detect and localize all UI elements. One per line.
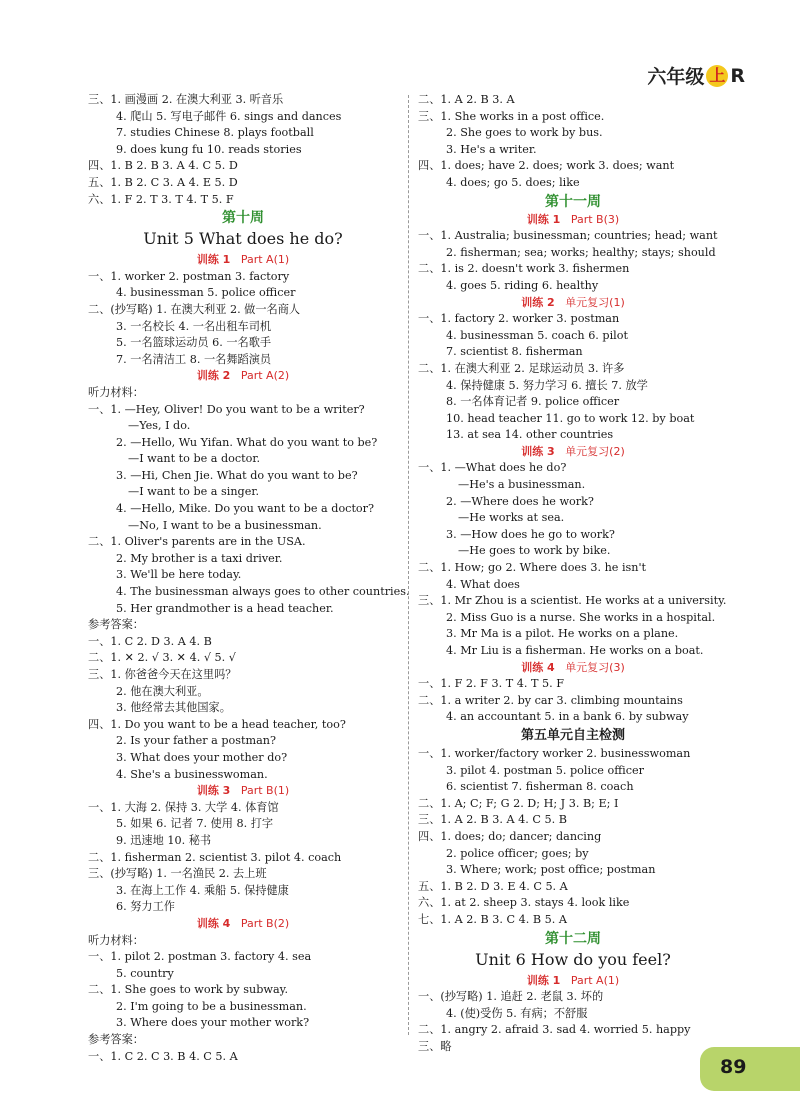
training-heading <box>88 916 398 933</box>
answer-line: 7. scientist 8. fisherman <box>446 345 583 359</box>
answer-line: 2. police officer; goes; by <box>446 846 589 860</box>
training-part: Part A(2) <box>240 369 290 383</box>
left-column <box>88 92 410 1065</box>
answer-line: 6. scientist 7. fisherman 8. coach <box>446 780 634 794</box>
answer-line: 4. businessman 5. police officer <box>116 286 296 300</box>
answer-line: 六、1. F 2. T 3. T 4. T 5. F <box>88 192 234 206</box>
answer-line: 4. She's a businesswoman. <box>116 767 268 781</box>
training-label: 训练 2 <box>196 369 231 383</box>
training-heading <box>418 973 728 990</box>
answer-line: 二、1. Oliver's parents are in the USA. <box>88 535 306 549</box>
answer-line: 五、1. B 2. C 3. A 4. E 5. D <box>88 175 238 189</box>
answer-line: 4. —Hello, Mike. Do you want to be a doctor? <box>116 502 375 516</box>
answer-line: 8. 一名体育记者 9. police officer <box>446 395 620 409</box>
unit-title: Unit 6 How do you feel? <box>475 949 671 969</box>
answer-line: 4. (使)受伤 5. 有病；不舒服 <box>446 1006 588 1020</box>
answer-line: 一、1. —Hey, Oliver! Do you want to be a writer? <box>88 402 365 416</box>
answer-line: 一、1. worker/factory worker 2. businesswoman <box>418 746 691 760</box>
self-test-title: 第五单元自主检测 <box>520 727 625 743</box>
column-divider <box>408 95 409 1035</box>
answer-line: 2. —Hello, Wu Yifan. What do you want to be? <box>116 435 378 449</box>
answer-line: 4. goes 5. riding 6. healthy <box>446 278 599 292</box>
answer-line: 2. 他在澳大利亚。 <box>116 684 209 698</box>
answer-line: 一、1. C 2. D 3. A 4. B <box>88 634 212 648</box>
training-heading <box>418 295 728 312</box>
page-number: 89 <box>720 1056 747 1078</box>
answer-line: 9. 迅速地 10. 秘书 <box>116 833 212 847</box>
training-part: Part B(3) <box>570 212 620 226</box>
page-number-tab <box>700 1047 800 1091</box>
answer-line: —He's a businessman. <box>458 478 586 492</box>
answer-line: 7. 一名清洁工 8. 一名舞蹈演员 <box>116 352 272 366</box>
training-label: 训练 2 <box>521 295 555 309</box>
training-label: 训练 1 <box>526 973 561 987</box>
training-part: Part A(1) <box>570 973 620 987</box>
section-label: 听力材料： <box>88 385 144 399</box>
training-part: Part B(2) <box>240 916 290 930</box>
answer-line: 二、1. A 2. B 3. A <box>418 93 515 106</box>
answer-line: 2. Is your father a postman? <box>116 734 276 748</box>
answer-line: 三、略 <box>418 1039 452 1053</box>
answer-line: 7. studies Chinese 8. plays football <box>116 126 314 140</box>
answer-line: 2. fisherman; sea; works; healthy; stays; should <box>446 245 716 259</box>
answer-line: 9. does kung fu 10. reads stories <box>116 142 302 156</box>
answer-line: 3. Mr Ma is a pilot. He works on a plane. <box>446 627 679 641</box>
answer-line: 四、1. Do you want to be a head teacher, too? <box>88 717 346 731</box>
answer-line: 一、1. F 2. F 3. T 4. T 5. F <box>418 677 564 691</box>
training-label: 训练 1 <box>196 253 231 267</box>
grade-label: 六年级 <box>647 66 705 88</box>
answer-line: 七、1. A 2. B 3. C 4. B 5. A <box>418 912 567 926</box>
answer-line: 5. 如果 6. 记者 7. 使用 8. 打字 <box>116 817 274 831</box>
training-label: 训练 3 <box>521 444 555 458</box>
answer-line: 三、1. 画漫画 2. 在澳大利亚 3. 听音乐 <box>88 93 284 106</box>
training-part: 单元复习(1) <box>565 295 625 309</box>
answer-line: 三、1. Mr Zhou is a scientist. He works at a university. <box>418 594 727 608</box>
answer-line: 一、1. C 2. C 3. B 4. C 5. A <box>88 1049 238 1063</box>
training-part: 单元复习(2) <box>565 444 625 458</box>
answer-line: 4. businessman 5. coach 6. pilot <box>446 328 628 342</box>
answer-line: 一、1. pilot 2. postman 3. factory 4. sea <box>88 950 312 964</box>
answer-line: 3. 在海上工作 4. 乘船 5. 保持健康 <box>116 883 289 897</box>
answer-line: 3. —How does he go to work? <box>446 527 615 541</box>
answer-line: 三、(抄写略) 1. 一名渔民 2. 去上班 <box>88 867 267 881</box>
answer-line: 2. I'm going to be a businessman. <box>116 999 307 1013</box>
answer-line: 一、1. 大海 2. 保持 3. 大学 4. 体育馆 <box>88 800 279 814</box>
answer-line: 3. Where; work; post office; postman <box>446 863 656 877</box>
answer-line: 3. We'll be here today. <box>116 568 242 582</box>
answer-line: —I want to be a singer. <box>128 485 259 499</box>
answer-line: 二、1. fisherman 2. scientist 3. pilot 4. coach <box>88 850 342 864</box>
week-title: 第十二周 <box>545 930 601 947</box>
answer-line: 2. She goes to work by bus. <box>446 126 603 140</box>
answer-line: 2. Miss Guo is a nurse. She works in a hospital. <box>446 610 716 624</box>
answer-line: 3. pilot 4. postman 5. police officer <box>446 763 644 777</box>
answer-line: 6. 努力工作 <box>116 900 175 914</box>
answer-line: 10. head teacher 11. go to work 12. by boat <box>446 411 695 425</box>
answer-line: 3. —Hi, Chen Jie. What do you want to be? <box>116 468 358 482</box>
answer-line: 3. 一名校长 4. 一名出租车司机 <box>116 319 272 333</box>
answer-line: 四、1. B 2. B 3. A 4. C 5. D <box>88 159 238 173</box>
training-label: 训练 4 <box>196 916 231 930</box>
answer-line: 4. 保持健康 5. 努力学习 6. 擅长 7. 放学 <box>446 378 648 392</box>
training-heading <box>418 444 728 461</box>
answer-line: 4. does; go 5. does; like <box>446 175 580 189</box>
unit-title: Unit 5 What does he do? <box>143 229 343 249</box>
answer-line: 二、1. is 2. doesn't work 3. fishermen <box>418 262 630 276</box>
answer-line: 二、1. 在澳大利亚 2. 足球运动员 3. 许多 <box>418 361 625 375</box>
training-label: 训练 3 <box>196 784 231 798</box>
answer-line: 五、1. B 2. D 3. E 4. C 5. A <box>418 879 568 893</box>
training-part: Part B(1) <box>240 784 290 798</box>
answer-line: 四、1. does; do; dancer; dancing <box>418 829 602 843</box>
training-part: Part A(1) <box>240 253 290 267</box>
answer-line: 一、1. worker 2. postman 3. factory <box>88 269 290 283</box>
training-heading <box>418 660 728 677</box>
answer-line: 3. 他经常去其他国家。 <box>116 701 231 715</box>
answer-line: 2. —Where does he work? <box>446 494 594 508</box>
answer-line: 3. He's a writer. <box>446 142 537 156</box>
section-label: 参考答案： <box>88 1033 144 1047</box>
term-badge: 上 <box>706 65 728 87</box>
week-title: 第十周 <box>222 210 264 227</box>
answer-line: 一、1. Australia; businessman; countries; head; want <box>418 229 718 243</box>
page-header <box>647 62 745 89</box>
training-part: 单元复习(3) <box>565 660 625 674</box>
answer-line: 4. 爬山 5. 写电子邮件 6. sings and dances <box>116 109 342 123</box>
answer-line: 三、1. 你爸爸今天在这里吗？ <box>88 668 237 681</box>
training-label: 训练 1 <box>526 212 561 226</box>
section-label: 参考答案： <box>88 618 144 632</box>
section-label: 听力材料： <box>88 933 144 947</box>
training-heading <box>418 212 728 229</box>
answer-line: 3. Where does your mother work? <box>116 1016 310 1030</box>
answer-line: —I want to be a doctor. <box>128 452 261 466</box>
answer-line: 二、1. A; C; F; G 2. D; H; J 3. B; E; I <box>418 796 619 810</box>
answer-line: 5. 一名篮球运动员 6. 一名歌手 <box>116 336 272 350</box>
answer-line: 二、1. How; go 2. Where does 3. he isn't <box>418 561 647 575</box>
answer-line: 二、(抄写略) 1. 在澳大利亚 2. 做一名商人 <box>88 302 301 316</box>
answer-line: 二、1. ✕ 2. √ 3. ✕ 4. √ 5. √ <box>88 651 236 665</box>
answer-line: 5. Her grandmother is a head teacher. <box>116 601 334 615</box>
answer-line: 二、1. a writer 2. by car 3. climbing mountains <box>418 693 683 707</box>
answer-line: 一、(抄写略) 1. 追赶 2. 老鼠 3. 坏的 <box>418 990 604 1004</box>
answer-line: 3. What does your mother do? <box>116 750 288 764</box>
right-column <box>418 92 728 1055</box>
answer-line: —He goes to work by bike. <box>458 544 611 558</box>
answer-line: 2. My brother is a taxi driver. <box>116 551 283 565</box>
answer-line: 4. an accountant 5. in a bank 6. by subway <box>446 710 689 724</box>
week-title: 第十一周 <box>545 193 601 210</box>
training-heading <box>88 368 398 385</box>
answer-line: —Yes, I do. <box>128 419 191 433</box>
answer-line: 六、1. at 2. sheep 3. stays 4. look like <box>418 896 630 910</box>
answer-line: —No, I want to be a businessman. <box>128 518 322 532</box>
training-label: 训练 4 <box>521 660 555 674</box>
answer-line: 13. at sea 14. other countries <box>446 428 614 442</box>
answer-line: 四、1. does; have 2. does; work 3. does; want <box>418 159 675 173</box>
edition-label: R <box>730 64 745 87</box>
answer-line: 三、1. A 2. B 3. A 4. C 5. B <box>418 813 567 827</box>
answer-line: 4. The businessman always goes to other countries. <box>116 585 410 599</box>
answer-line: 一、1. factory 2. worker 3. postman <box>418 312 620 326</box>
answer-line: 三、1. She works in a post office. <box>418 109 605 123</box>
answer-line: 4. What does <box>446 577 520 591</box>
answer-line: 5. country <box>116 966 174 980</box>
answer-line: 4. Mr Liu is a fisherman. He works on a boat. <box>446 644 704 657</box>
training-heading <box>88 783 398 800</box>
answer-line: 二、1. angry 2. afraid 3. sad 4. worried 5. happy <box>418 1023 691 1037</box>
answer-line: 一、1. —What does he do? <box>418 461 567 475</box>
answer-line: —He works at sea. <box>458 511 565 525</box>
training-heading <box>88 252 398 269</box>
answer-line: 二、1. She goes to work by subway. <box>88 983 289 997</box>
